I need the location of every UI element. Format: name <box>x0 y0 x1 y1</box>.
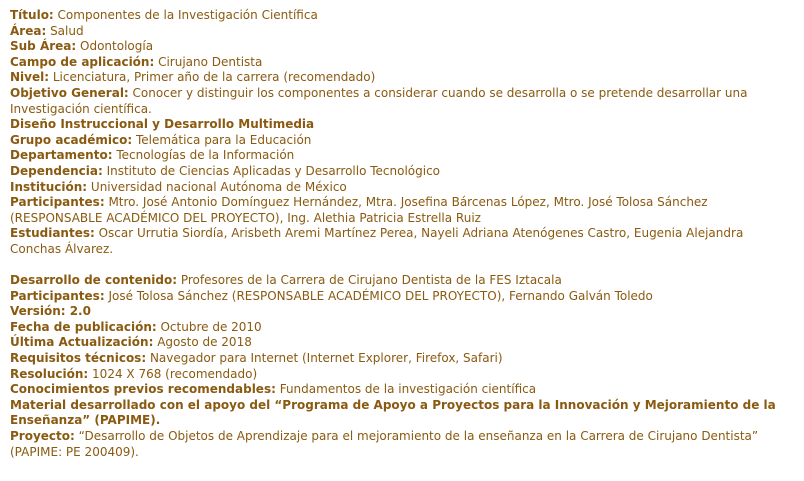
content-development-block <box>10 273 796 398</box>
credits-document <box>10 8 796 460</box>
project-row <box>10 429 796 460</box>
info-row <box>10 180 796 196</box>
info-value: José Tolosa Sánchez (RESPONSABLE ACADÉMICO DEL PROYECTO), Fernando Galván Toledo <box>104 288 653 303</box>
info-row <box>10 195 796 226</box>
info-label: Dependencia: <box>10 163 103 178</box>
info-value: Cirujano Dentista <box>154 54 263 69</box>
info-label: Área: <box>10 23 47 38</box>
project-value: “Desarrollo de Objetos de Aprendizaje para el mejoramiento de la enseñanza en la Carrera de Cirujano Dentista” (PAPIME: PE 200409). <box>10 429 759 459</box>
info-label: Desarrollo de contenido: <box>10 273 178 288</box>
info-value: Mtro. José Antonio Domínguez Hernández, Mtra. Josefina Bárcenas López, Mtro. José Tolosa Sánchez (RESPONSABLE ACADÉMICO DEL PROYECTO), Ing. Alethia Patricia Estrella Ruiz <box>10 195 708 225</box>
info-row <box>10 304 796 320</box>
info-row <box>10 351 796 367</box>
info-row <box>10 24 796 40</box>
info-label: Institución: <box>10 179 88 194</box>
info-row <box>10 226 796 257</box>
info-row <box>10 273 796 289</box>
info-value: Tecnologías de la Información <box>112 148 295 163</box>
info-row <box>10 70 796 86</box>
info-row <box>10 320 796 336</box>
papime-support-note: Material desarrollado con el apoyo del “Programa de Apoyo a Proyectos para la Innovación y Mejoramiento de la Enseñanza” (PAPIME). <box>10 397 776 428</box>
info-label: Departamento: <box>10 148 113 163</box>
info-value: Agosto de 2018 <box>153 335 252 350</box>
info-label: Sub Área: <box>10 39 77 54</box>
info-row <box>10 8 796 24</box>
info-row <box>10 382 796 398</box>
info-row <box>10 164 796 180</box>
info-label: Fecha de publicación: <box>10 319 157 334</box>
info-row <box>10 133 796 149</box>
info-value: Telemática para la Educación <box>132 132 312 147</box>
info-value: Instituto de Ciencias Aplicadas y Desarrollo Tecnológico <box>102 163 441 178</box>
info-label: Estudiantes: <box>10 226 95 241</box>
info-value: Conocer y distinguir los componentes a considerar cuando se desarrolla o se pretende desarrollar una Investigación científica. <box>10 85 748 116</box>
multimedia-team-block <box>10 133 796 258</box>
info-row <box>10 335 796 351</box>
spacer <box>10 258 796 274</box>
info-label: Última Actualización: <box>10 335 154 350</box>
course-info-block <box>10 8 796 117</box>
info-value: Fundamentos de la investigación científica <box>275 382 537 397</box>
info-row <box>10 289 796 305</box>
info-label: Objetivo General: <box>10 85 129 100</box>
info-label: Resolución: <box>10 366 89 381</box>
info-value: Universidad nacional Autónoma de México <box>87 179 347 194</box>
info-label: Título: <box>10 8 54 22</box>
section-heading-multimedia: Diseño Instruccional y Desarrollo Multimedia <box>10 117 315 132</box>
info-label: Campo de aplicación: <box>10 54 155 69</box>
project-label: Proyecto: <box>10 429 75 444</box>
info-row <box>10 148 796 164</box>
info-value: Componentes de la Investigación Científica <box>53 8 318 22</box>
info-row <box>10 39 796 55</box>
info-label: Participantes: <box>10 288 105 303</box>
info-label: Versión: 2.0 <box>10 304 91 319</box>
info-label: Requisitos técnicos: <box>10 351 147 366</box>
info-row <box>10 86 796 117</box>
info-value: Octubre de 2010 <box>156 319 262 334</box>
info-value: Salud <box>46 23 84 38</box>
info-row <box>10 55 796 71</box>
info-value: 1024 X 768 (recomendado) <box>88 366 258 381</box>
info-value: Profesores de la Carrera de Cirujano Dentista de la FES Iztacala <box>177 273 562 288</box>
info-value: Oscar Urrutia Siordía, Arisbeth Aremi Martínez Perea, Nayeli Adriana Atenógenes Castro, Eugenia Alejandra Conchas Álvarez. <box>10 226 744 256</box>
info-value: Odontología <box>76 39 154 54</box>
info-label: Grupo académico: <box>10 132 133 147</box>
info-label: Participantes: <box>10 195 105 210</box>
info-value: Licenciatura, Primer año de la carrera (recomendado) <box>49 70 376 85</box>
info-value: Navegador para Internet (Internet Explorer, Firefox, Safari) <box>146 351 503 366</box>
info-label: Nivel: <box>10 70 50 85</box>
info-row <box>10 367 796 383</box>
info-label: Conocimientos previos recomendables: <box>10 382 276 397</box>
